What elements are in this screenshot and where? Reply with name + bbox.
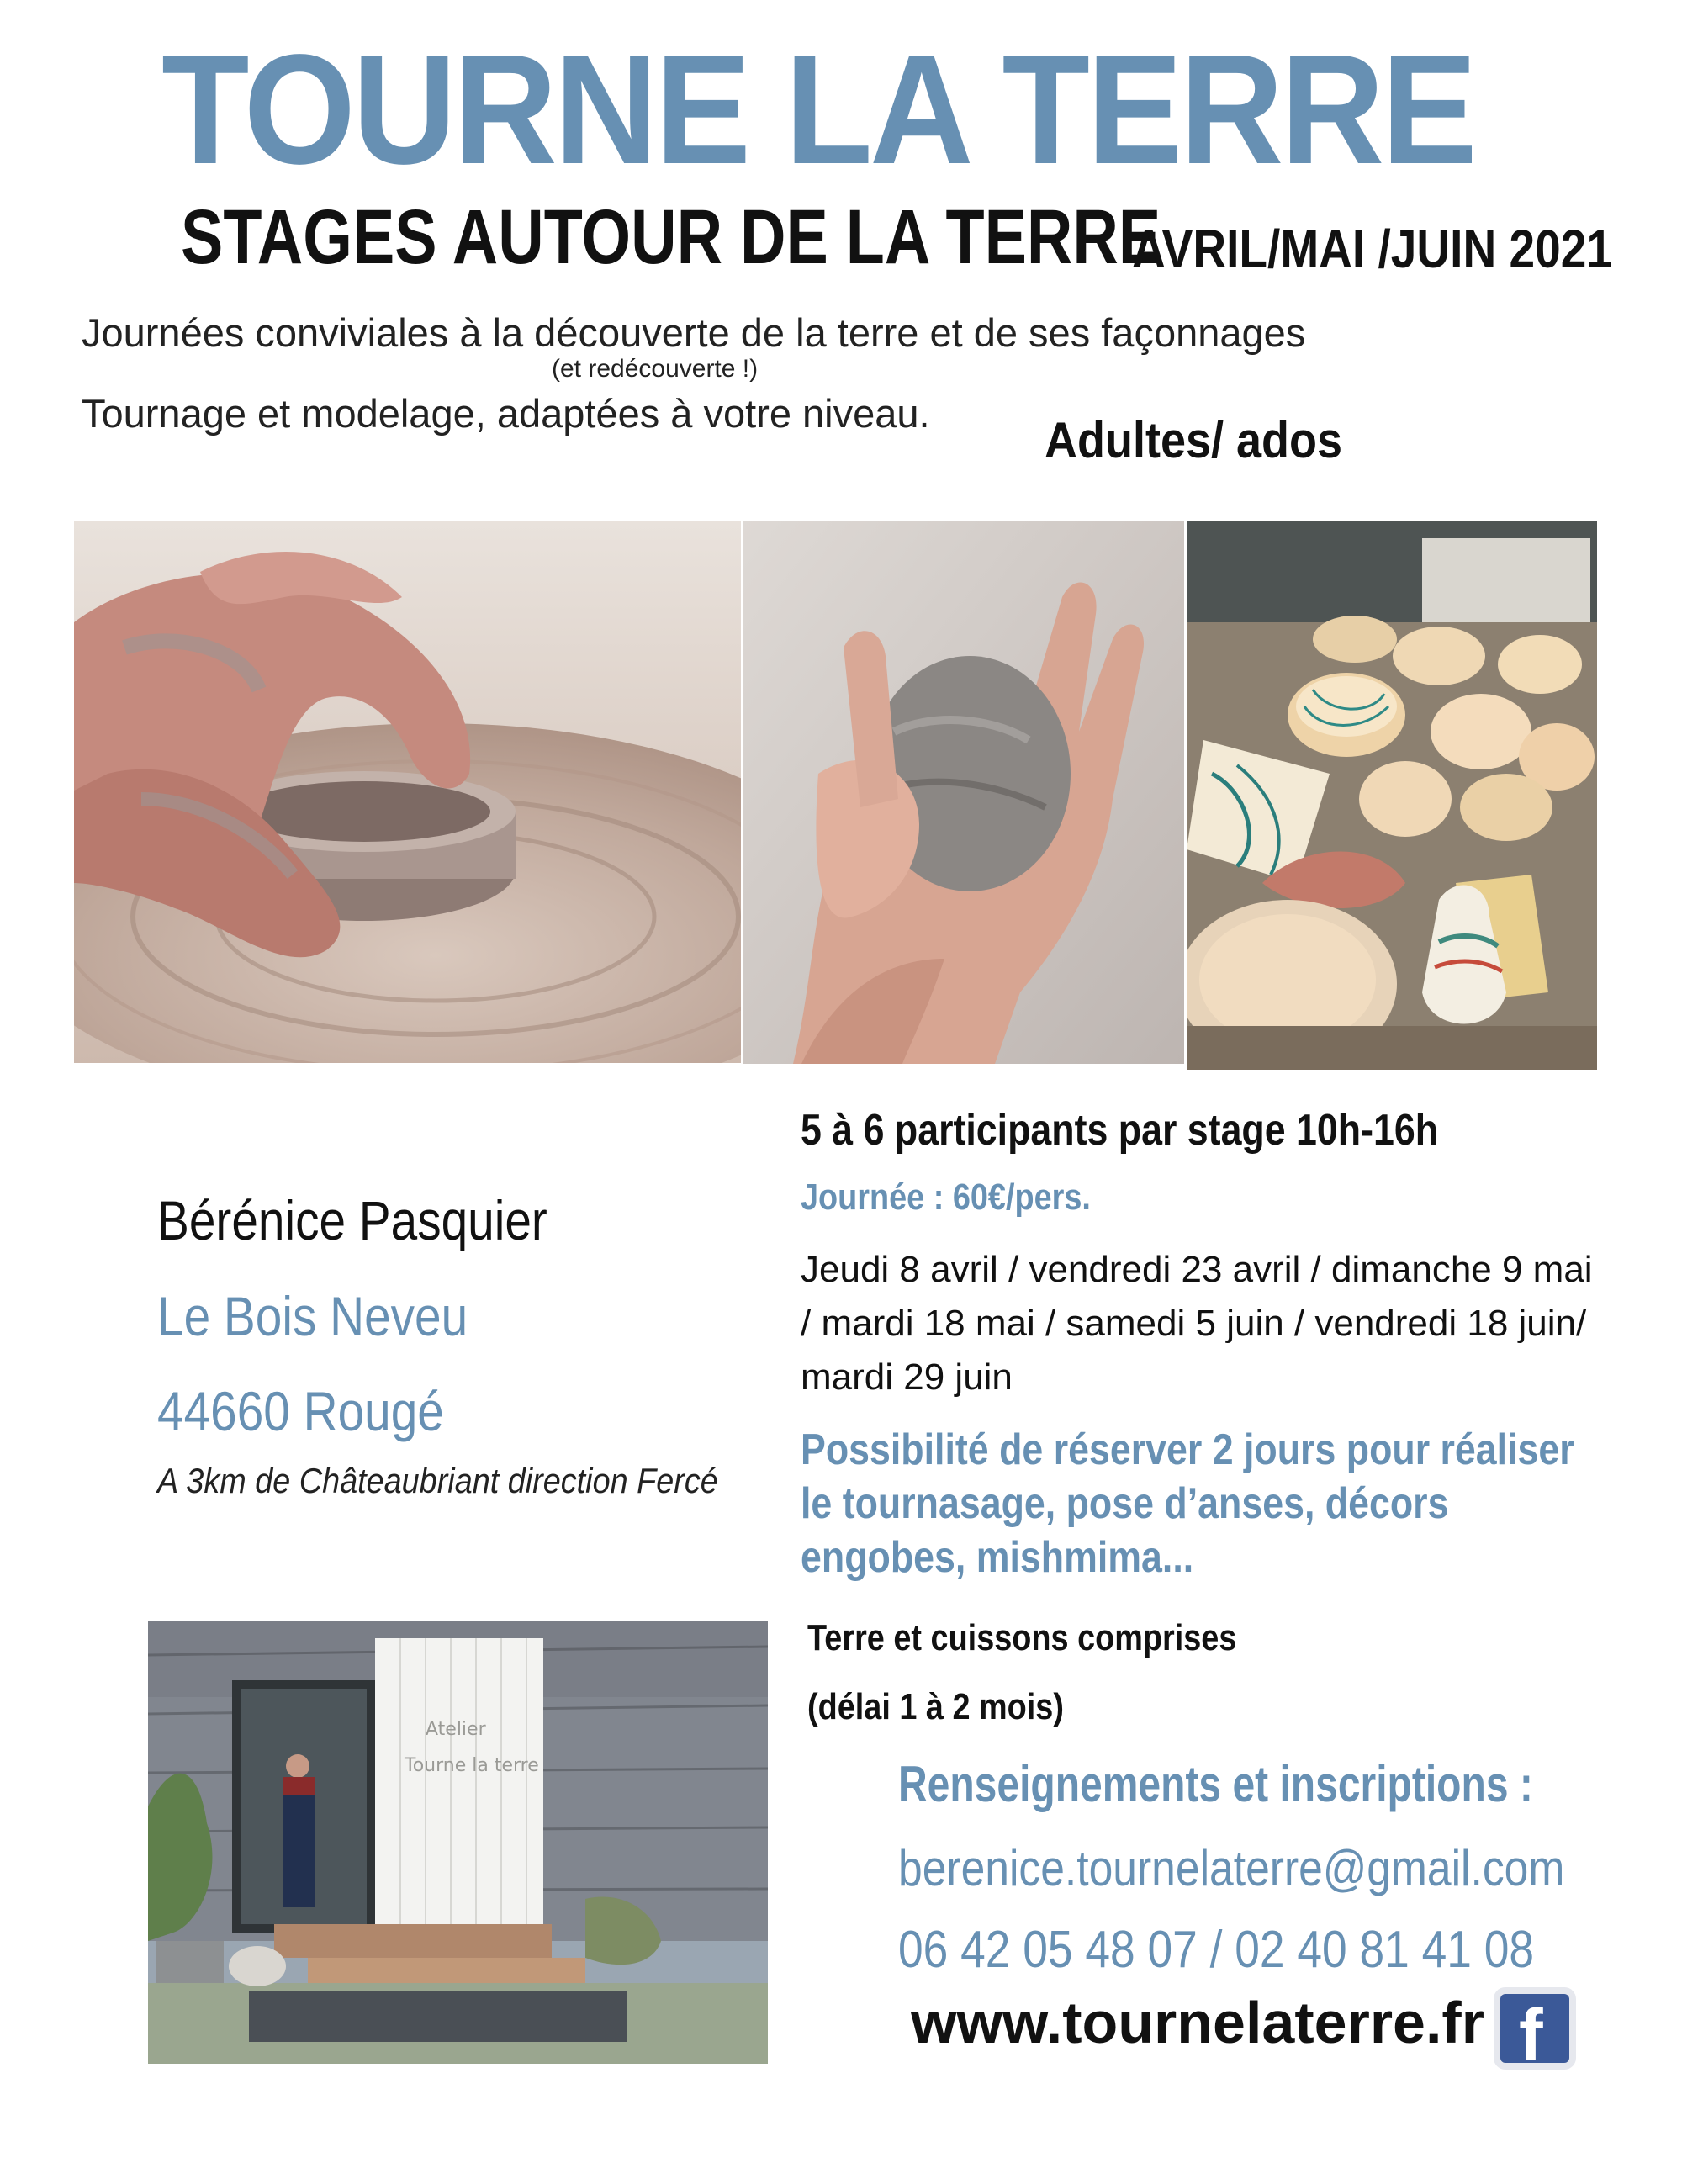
intro-note: (et redécouverte !)	[552, 355, 759, 383]
directions-text: A 3km de Châteaubriant direction Fercé	[157, 1461, 718, 1500]
poster-title: TOURNE LA TERRE	[161, 23, 1475, 197]
phone-numbers: 06 42 05 48 07 / 02 40 81 41 08	[898, 1921, 1535, 1979]
workshop-entrance-photo	[148, 1621, 768, 2064]
workshop-sign-line-2: Tourne la terre	[405, 1755, 539, 1776]
email-link[interactable]: berenice.tournelaterre@gmail.com	[898, 1840, 1565, 1896]
address-line-1: Le Bois Neveu	[157, 1285, 468, 1347]
website-link[interactable]: www.tournelaterre.fr	[911, 1990, 1484, 2055]
inscriptions-heading: Renseignements et inscriptions :	[898, 1756, 1533, 1812]
included-info: Terre et cuissons comprises	[807, 1617, 1237, 1658]
workshop-sign-line-1: Atelier	[426, 1719, 486, 1740]
participants-info: 5 à 6 participants par stage 10h-16h	[801, 1106, 1439, 1155]
clay-ball-hands-photo	[743, 521, 1184, 1064]
delay-info: (délai 1 à 2 mois)	[807, 1686, 1064, 1727]
period-label: AVRIL/MAI /JUIN 2021	[1132, 219, 1612, 279]
intro-line-1: Journées conviviales à la découverte de la terre et de ses façonnages	[82, 310, 1306, 355]
facebook-icon[interactable]: f	[1500, 1994, 1569, 2063]
contact-name: Bérénice Pasquier	[157, 1189, 547, 1251]
pottery-wheel-hands-photo	[74, 521, 741, 1063]
dates-list: Jeudi 8 avril / vendredi 23 avril / dimanche 9 mai / mardi 18 mai / samedi 5 juin / vendredi 18 juin/ mardi 29 juin	[801, 1249, 1593, 1398]
price-info: Journée : 60€/pers.	[801, 1177, 1091, 1218]
poster-subtitle: STAGES AUTOUR DE LA TERRE	[181, 194, 1161, 280]
two-day-option: Possibilité de réserver 2 jours pour réaliser le tournasage, pose d’anses, décors engobes, mishmima...	[801, 1425, 1574, 1582]
intro-line-2: Tournage et modelage, adaptées à votre niveau.	[82, 391, 930, 436]
ceramic-pieces-photo	[1187, 521, 1597, 1070]
audience-label: Adultes/ ados	[1045, 412, 1343, 468]
address-line-2: 44660 Rougé	[157, 1380, 444, 1442]
